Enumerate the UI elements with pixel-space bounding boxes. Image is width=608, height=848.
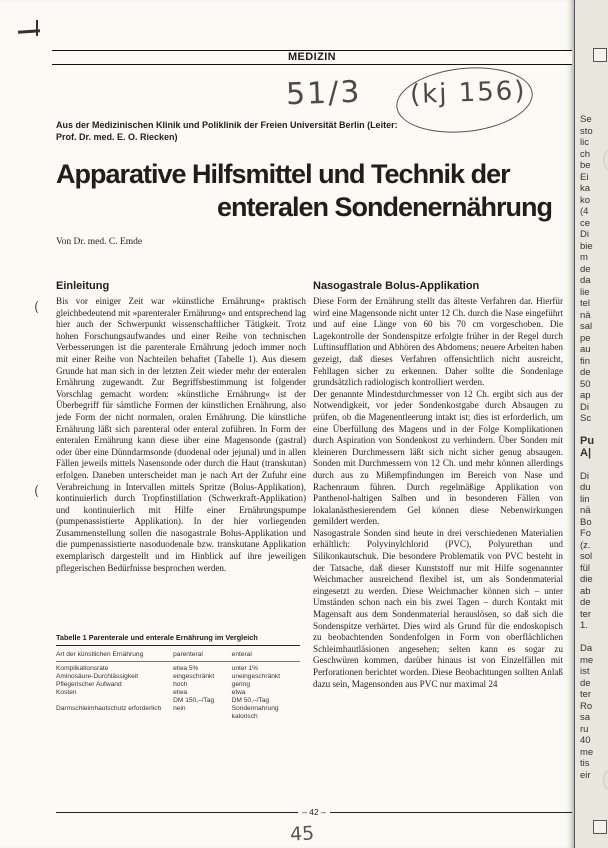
article-title [56, 158, 556, 224]
table-cell: uneingeschränkt [231, 673, 281, 680]
table-cell: Aminosäure-Durchlässigkeit [56, 673, 139, 680]
adjacent-text-fragment: Pu [580, 435, 595, 447]
table-cell: Darmschleimhautschutz erforderlich [56, 705, 162, 712]
table-row [56, 681, 300, 689]
adjacent-text-fragment: A| [580, 446, 592, 459]
table-cell [56, 697, 173, 705]
adjacent-text-fragment: au [580, 344, 591, 355]
comparison-table [56, 633, 300, 721]
adjacent-text-fragment: Sc [580, 413, 592, 424]
pen-bracket-mark: ( [34, 484, 40, 499]
adjacent-text-fragment: Ei [580, 171, 589, 183]
table-cell: Sondennahrung kalorisch [231, 705, 279, 720]
table [56, 651, 300, 721]
handwritten-circled-note: (kj 156) [409, 75, 527, 111]
page-number [56, 807, 572, 823]
adjacent-text-fragment: lie [580, 286, 590, 298]
title-line-1: Apparative Hilfsmittel und Technik der [56, 159, 510, 189]
adjacent-text-fragment: ap [580, 390, 591, 401]
table-cell: nein [173, 705, 186, 712]
table-cell: Kosten [56, 689, 77, 696]
adjacent-text-fragment: sal [580, 321, 593, 332]
page-number-text: – 42 – [298, 807, 330, 817]
table-header-cell: parenteral [173, 651, 232, 662]
adjacent-text-fragment: ce [580, 217, 591, 229]
table-cell: hoch [173, 681, 188, 688]
table-header-cell: enteral [232, 651, 300, 662]
handwritten-note: 51/3 [285, 74, 362, 113]
adjacent-text-fragment: eir [580, 769, 591, 781]
adjacent-text-fragment: de [580, 597, 591, 608]
adjacent-text-fragment: me [580, 746, 594, 758]
table-cell: gering [231, 681, 250, 688]
table-cell: etwa [173, 689, 188, 696]
adjacent-text-fragment: de [580, 677, 591, 689]
adjacent-text-fragment: sa [580, 712, 591, 723]
pen-bracket-mark: ( [34, 300, 40, 315]
adjacent-text-fragment: ko [580, 194, 591, 206]
adjacent-page-text [580, 114, 608, 781]
bolus-paragraph-1: Diese Form der Ernährung stellt das älteste Verfahren dar. Hierfür wird eine Magensonde nicht unter 12 Ch. durch die Nase eingeführt und auf eine Länge von 60 bis 70 cm vorgeschoben. Die Lagekontrolle der Sondenspitze erfolgte früher in der Regel durch Luftinsufflation und Abhören des Abdomens; neuere Arbeiten haben gezeigt, daß dieses Verfahren offensichtlich nicht ausreicht, Fehllagen sicher zu erkennen. Daher sollte die Sondenlage grundsätzlich radiologisch kontrolliert werden. [313, 296, 563, 388]
adjacent-text-fragment: sol [580, 551, 593, 562]
institution-line: Aus der Medizinischen Klinik und Poliklinik der Freien Universität Berlin (Leiter: Prof. Dr. med. E. O. Riecken) [56, 120, 398, 142]
table-cell: DM 50,–/Tag [231, 697, 270, 704]
handwritten-page-number: 45 [289, 822, 315, 846]
adjacent-text-fragment: 1. [580, 620, 588, 631]
table-row [56, 673, 300, 681]
section-label: MEDIZIN [52, 50, 572, 65]
title-line-2: enteralen Sondenernährung [216, 192, 552, 222]
adjacent-text-fragment: lic [580, 137, 589, 148]
intro-paragraph: Bis vor einiger Zeit war »künstliche Ernährung« praktisch gleichbedeutend mit »parenteraler Ernährung« und entsprechend lag hier auch der Schwerpunkt wissenschaftlicher Tätigkeit. Trotz hohen Forschungsaufwandes und einer Reihe von technischen Verbesserungen ist die parenterale Ernährung jedoch immer noch mit einer Reihe von Nachteilen behaftet (Tabelle 1). Aus diesem Grunde hat man sich in der letzten Zeit wieder mehr der enteralen Ernährung zugewandt. Zur Begriffsbestimmung ist folgender Vorschlag gemacht worden: »künstliche Ernährung« ist der Überbegriff für sämtliche Formen der künstlichen Ernährung, also jede Form der nicht normalen, oralen Ernährung. Die künstliche Ernährung läßt sich parenteral oder enteral zuführen. In Form der enteralen Ernährung kann diese über eine Magensonde (gastral) oder über eine Dünndarmsonde (duodenal oder jejunal) und in allen Fällen jeweils mittels Nasensonde oder durch die Haut (transkutan) erfolgen. Daneben unterscheidet man je nach Art der Zufuhr eine Verabreichung in Intervallen mittels Spritze (Bolus-Applikation), kontinuierlich durch Tropfinstillation (Schwerkraft-Applikation) und kontinuierlich mit Hilfe einer Ernährungspumpe (pumpenassistierte Applikation). In der hier vorliegenden Zusammenstellung sollen die nasogastrale Bolus-Applikation und die pumpenassistierte nasoduodenale bzw. transkutane Applikation exemplarisch dargestellt und im Hinblick auf ihre jeweiligen pflegerischen Bedürfnisse besprochen werden. [56, 296, 306, 573]
adjacent-text-fragment: tel [580, 298, 591, 309]
edge-box-mark [593, 820, 607, 834]
pen-mark [36, 20, 38, 36]
adjacent-text-fragment [580, 632, 608, 644]
adjacent-text-fragment: ter [580, 608, 592, 620]
adjacent-text-fragment: ru [580, 723, 589, 735]
adjacent-text-fragment: 40 [580, 735, 591, 746]
adjacent-text-fragment: du [580, 482, 591, 493]
adjacent-text-fragment: Di [580, 229, 589, 240]
bolus-paragraph-2: Der genannte Mindestdurchmesser von 12 Ch. ergibt sich aus der Notwendigkeit, vor jeder Sondenkostgabe durch Absaugen zu prüfen, ob die Magenentleerung intakt ist; dies ist erforderlich, um eine Überfüllung des Magens und in der Folge Komplikationen durch Aspiration von Sondenkost zu verhindern. Über Sonden mit kleineren Durchmessern läßt sich nicht sicher genug absaugen. Sonden mit Durchmessern von 12 Ch. und mehr können allerdings durch aus zu Mißempfindungen im Bereich von Nase und Rachenraum führen. Durch regelmäßige Applikation von Panthenol-haltigen Salben und in besonderen Fällen von lokalanästhesierendem Gel können diese Nebenwirkungen gemildert werden. [313, 388, 563, 527]
adjacent-text-fragment: de [580, 367, 591, 378]
adjacent-text-fragment: Di [580, 401, 589, 413]
left-column [56, 280, 306, 574]
adjacent-text-fragment: Bo [580, 516, 592, 528]
author-line: Von Dr. med. C. Emde [56, 237, 143, 247]
adjacent-text-fragment: ka [580, 183, 591, 194]
adjacent-text-fragment: Fo [580, 528, 592, 539]
adjacent-text-fragment: nä [580, 309, 591, 321]
adjacent-text-fragment: fin [580, 355, 591, 367]
table-row [56, 705, 300, 721]
table-row [56, 697, 300, 705]
adjacent-text-fragment: lin [580, 493, 590, 505]
adjacent-text-fragment: Ro [580, 700, 593, 712]
adjacent-text-fragment: sto [580, 125, 593, 137]
adjacent-text-fragment: ab [580, 585, 591, 597]
adjacent-text-fragment: pe [580, 332, 591, 344]
adjacent-text-fragment: bie [580, 240, 593, 252]
adjacent-text-fragment: (z. [580, 539, 591, 551]
table-cell: DM 150,–/Tag [173, 697, 215, 704]
adjacent-text-fragment: be [580, 160, 591, 171]
adjacent-text-fragment: tis [580, 758, 590, 769]
adjacent-text-fragment: fül [580, 562, 591, 574]
table-caption: Tabelle 1 Parenterale und enterale Ernährung im Vergleich [56, 633, 300, 646]
table-header-row [56, 651, 300, 662]
adjacent-text-fragment: me [580, 654, 594, 666]
table-cell: Pflegerischer Aufwand [56, 681, 122, 688]
table-header-cell: Art der künstlichen Ernährung [56, 651, 173, 662]
adjacent-text-fragment: Da [580, 643, 593, 654]
table-cell: etwa [231, 689, 246, 696]
adjacent-text-fragment: m [580, 252, 588, 263]
table-cell: Komplikationsrate [56, 665, 109, 672]
adjacent-text-fragment: Se [580, 114, 592, 125]
edge-box-mark [593, 48, 607, 62]
adjacent-text-fragment: ch [580, 148, 591, 160]
right-column [313, 280, 563, 690]
adjacent-text-fragment: ter [580, 689, 592, 700]
adjacent-text-fragment: die [580, 574, 593, 585]
adjacent-text-fragment: 50 [580, 378, 591, 390]
adjacent-text-fragment: de [580, 263, 591, 275]
table-cell: unter 1% [231, 665, 259, 672]
section-heading-bolus: Nasogastrale Bolus-Applikation [313, 280, 480, 292]
adjacent-page-edge [574, 0, 608, 848]
adjacent-text-fragment: ist [580, 666, 590, 677]
section-heading-einleitung: Einleitung [56, 280, 110, 292]
adjacent-text-fragment [580, 459, 608, 471]
adjacent-text-fragment: da [580, 275, 591, 286]
table-row [56, 662, 300, 674]
table-cell: etwa 5% [173, 665, 199, 672]
table-row [56, 689, 300, 697]
table-cell: eingeschränkt [173, 673, 215, 680]
adjacent-text-fragment: Di [580, 470, 589, 482]
adjacent-text-fragment: (4 [580, 206, 589, 217]
bolus-paragraph-3: Nasogastrale Sonden sind heute in drei verschiedenen Materialien erhältlich: Polyvinylchlorid (PVC), Polyurethan und Silikonkautschuk. Die besondere Problematik von PVC besteht in der Tatsache, daß dieser Kunststoff nur mit Hilfe sogenannter Weichmacher ausreichend flexibel ist, um als Sondenmaterial eingesetzt zu werden. Diese Weichmacher können sich – unter Umständen schon nach ein bis zwei Tagen – durch Kontakt mit Magensaft aus dem Sondenmaterial herauslösen, so daß sich die Sondenspitze verhärtet. Dies wird als Grund für die endoskopisch zu beobachtenden Sondenfolgen in Form von oberflächlichen Schleimhautläsionen angesehen; selten kann es sogar zu Geschwüren kommen, darüber hinaus ist von Einzelfällen mit Perforationen berichtet worden. Diese Beobachtungen sollten Anlaß dazu sein, Magensonden aus PVC nur maximal 24 [313, 527, 563, 689]
adjacent-text-fragment: nä [580, 505, 591, 516]
